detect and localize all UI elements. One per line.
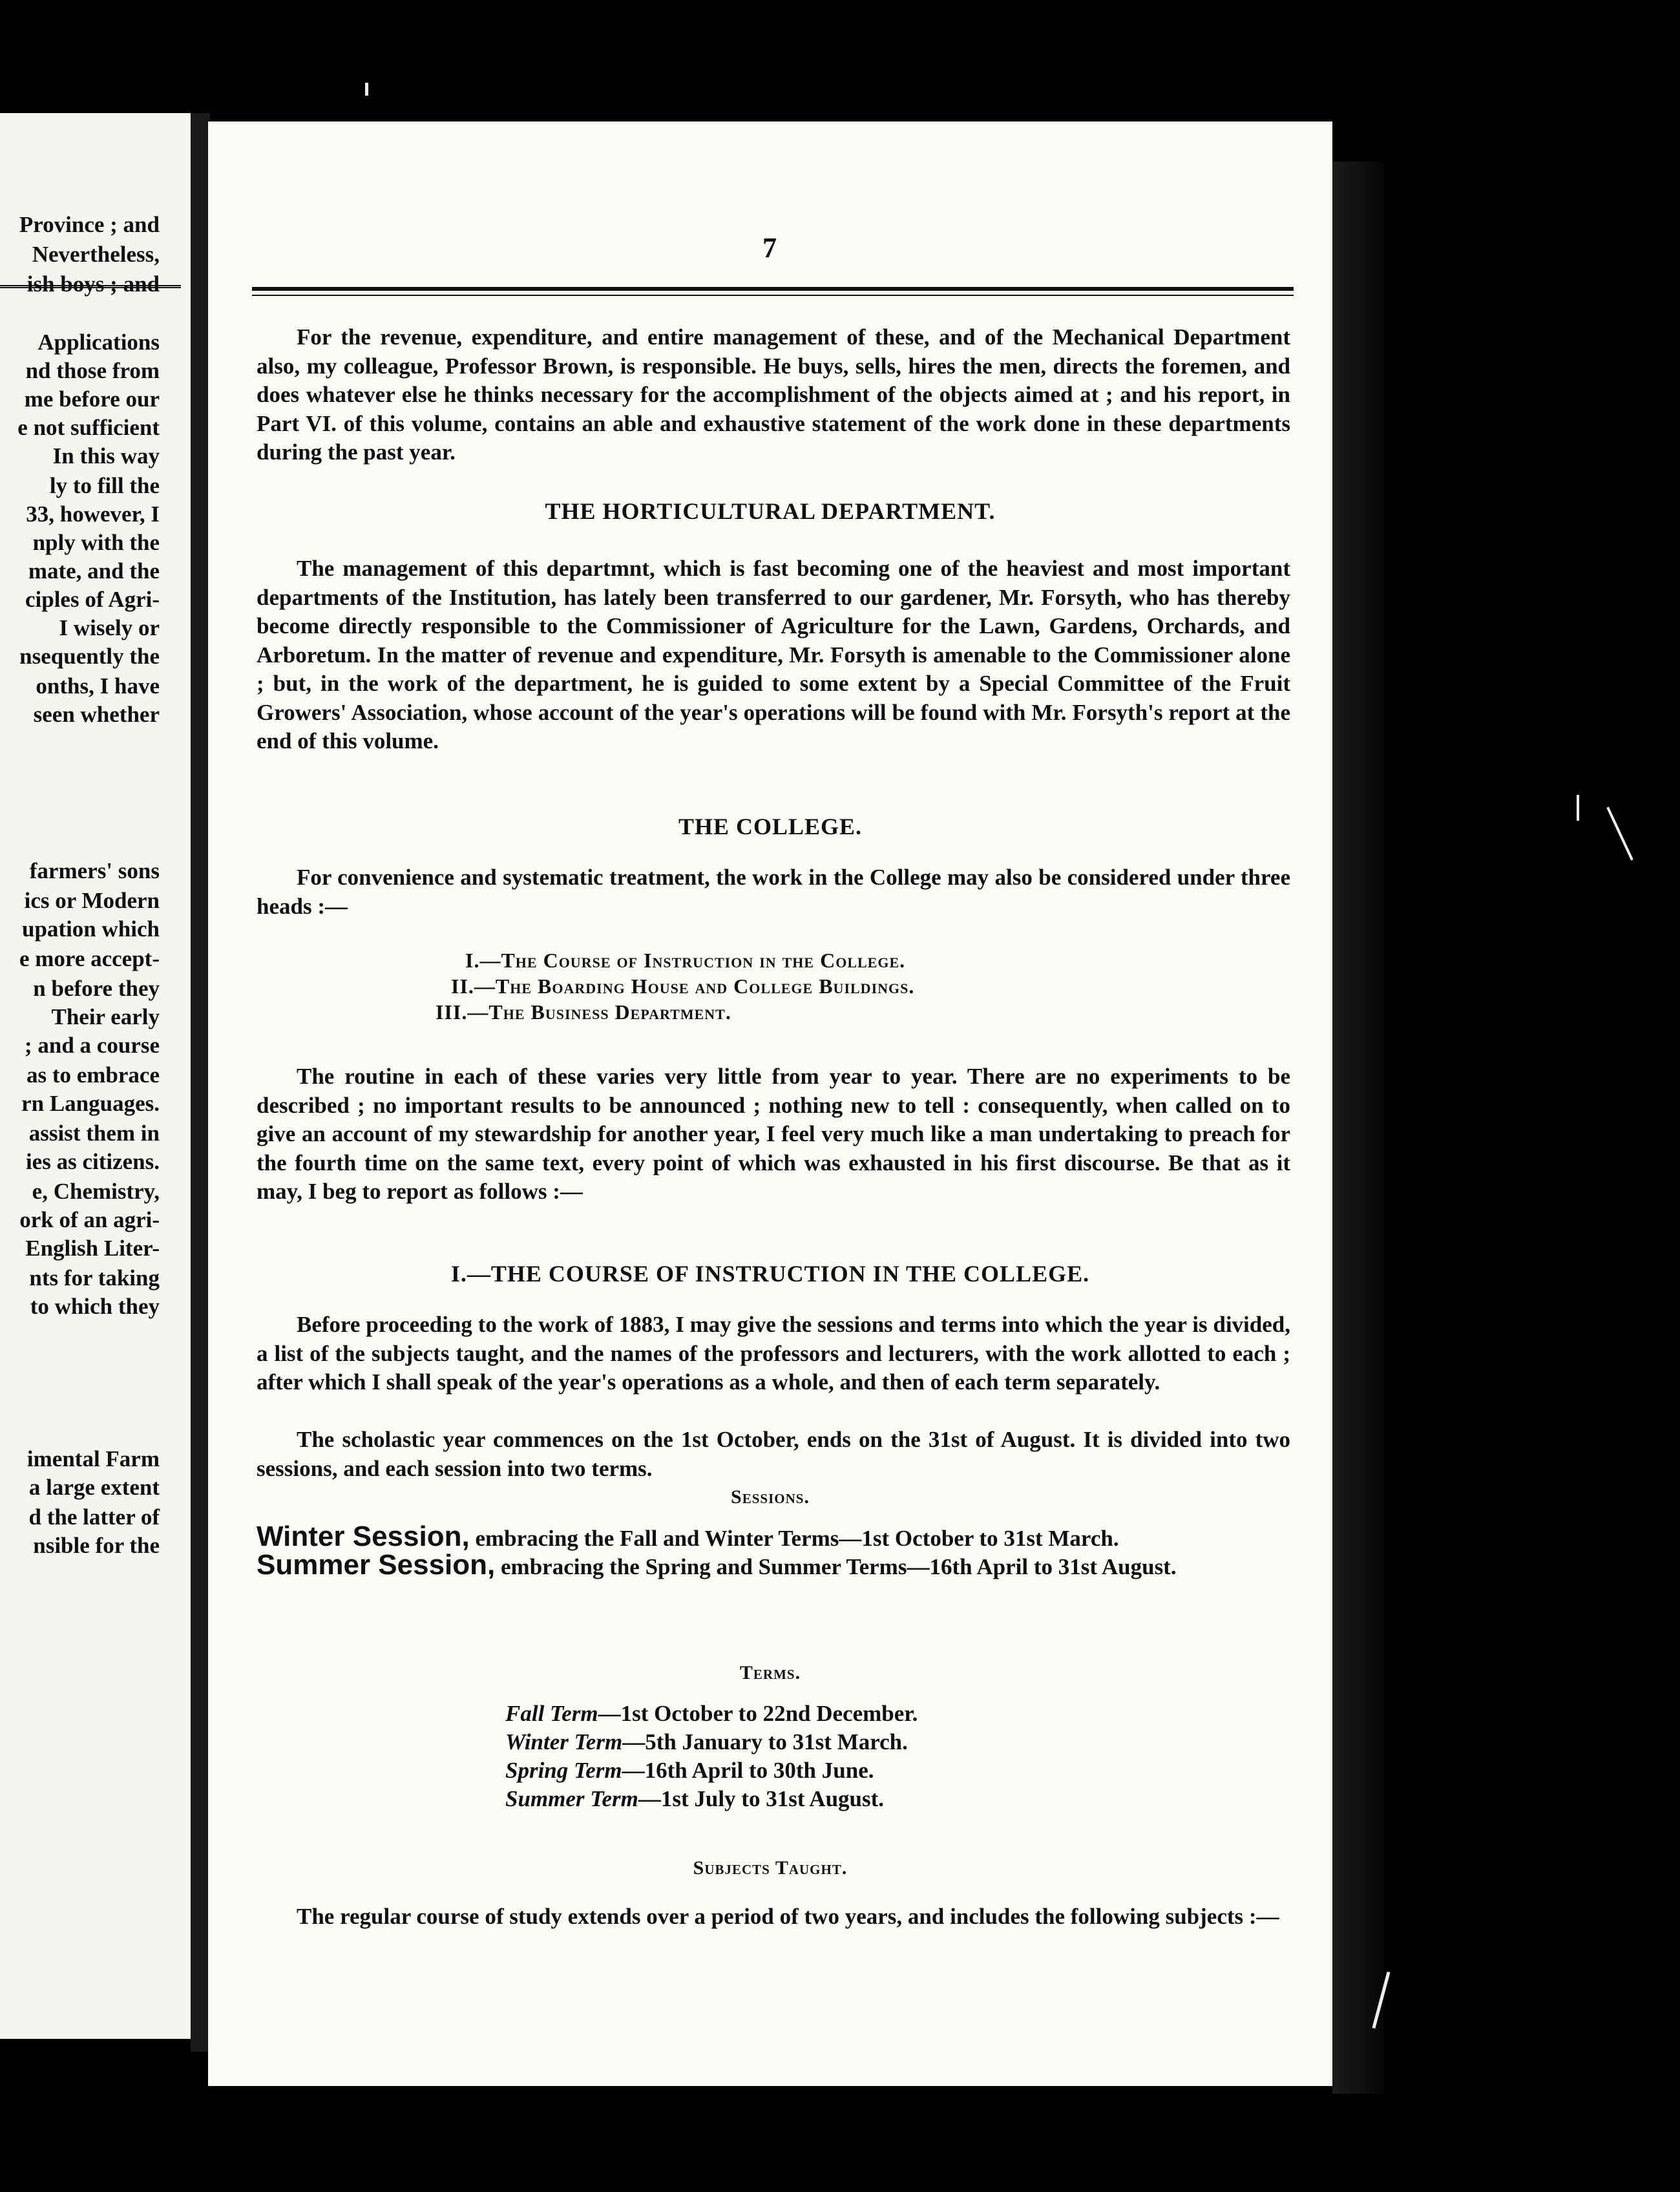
header-rule-thin — [252, 295, 1294, 296]
term-item — [505, 1728, 918, 1756]
left-page-line: farmers' sons — [29, 858, 160, 883]
term-dates: —1st October to 22nd December. — [598, 1701, 918, 1726]
scan-artifact — [1577, 795, 1579, 821]
terms-heading: Terms. — [739, 1662, 801, 1683]
left-page-line: Their early — [51, 1004, 160, 1029]
routine-paragraph: The routine in each of these varies very little from year to year. There are no experiments to be described ; no important results to be announced ; nothing new to tell : consequently, when called on to give an account of my stewardship for another year, I feel very much like a man undertaking to preach for the fourth time on the same text, every point of which was exhausted in his first discourse. Be that as it may, I beg to report as follows :— — [257, 1064, 1290, 1204]
left-page-line: 33, however, I — [26, 501, 160, 527]
left-page-line: nply with the — [32, 530, 160, 555]
term-dates: —1st July to 31st August. — [638, 1786, 885, 1811]
intro-paragraph: For the revenue, expenditure, and entire management of these, and of the Mechanical Department also, my colleague, Professor Brown, is responsible. He buys, sells, hires the men, directs the foremen, and does whatever else he thinks necessary for the accomplishment of the objects aimed at ; and his report, in Part VI. of this volume, contains an able and exhaustive statement of the work done in these departments during the past year. — [257, 324, 1290, 465]
course-paragraph-2: The scholastic year commences on the 1st October, ends on the 31st of August. It is divided into two sessions, and each session into two terms. — [257, 1427, 1290, 1481]
course-heading: I.—THE COURSE OF INSTRUCTION IN THE COLLEGE. — [450, 1261, 1090, 1287]
terms-list — [505, 1700, 918, 1813]
left-page-line: mate, and the — [28, 558, 160, 584]
left-page-line: In this way — [52, 443, 160, 469]
sessions-heading: Sessions. — [731, 1486, 810, 1508]
left-page-line: Nevertheless, — [32, 242, 160, 267]
college-intro-paragraph: For convenience and systematic treatment, the work in the College may also be considered under three heads :— — [257, 865, 1290, 919]
left-facing-page — [0, 113, 191, 2039]
term-name: Spring Term — [505, 1758, 622, 1783]
page-stack-edge — [1332, 162, 1384, 2094]
left-page-line: nd those from — [25, 358, 160, 383]
left-page-line: rn Languages. — [21, 1091, 160, 1116]
left-page-line: me before our — [24, 386, 160, 412]
left-page-line: onths, I have — [36, 673, 160, 699]
left-page-line: I wisely or — [59, 615, 160, 640]
left-page-line: ics or Modern — [24, 888, 160, 913]
left-page-line: ciples of Agri- — [25, 587, 160, 612]
left-page-line: ; and a course — [24, 1033, 160, 1058]
term-dates: —16th April to 30th June. — [622, 1758, 874, 1783]
scan-artifact — [1606, 806, 1633, 860]
winter-session-text: embracing the Fall and Winter Terms—1st October to 31st March. — [469, 1526, 1119, 1551]
left-page-line: assist them in — [28, 1121, 160, 1146]
left-page-line: e more accept- — [19, 946, 160, 971]
term-name: Fall Term — [505, 1701, 598, 1726]
winter-session-line — [257, 1523, 1290, 1553]
left-page-line: d the latter of — [28, 1504, 160, 1530]
left-page-line: Province ; and — [19, 212, 160, 237]
college-heading: THE COLLEGE. — [678, 814, 863, 839]
subjects-heading: Subjects Taught. — [693, 1857, 848, 1879]
left-page-line: ish boys ; and — [26, 271, 160, 297]
left-page-line: ly to fill the — [49, 473, 160, 498]
left-page-line: to which they — [30, 1294, 160, 1319]
left-page-line: nsequently the — [19, 644, 160, 669]
page-number: 7 — [762, 232, 777, 264]
term-name: Winter Term — [505, 1729, 623, 1755]
term-item — [505, 1700, 918, 1728]
summer-session-line — [257, 1551, 1290, 1581]
winter-session-label: Winter Session, — [257, 1521, 470, 1552]
left-page-line: ies as citizens. — [25, 1149, 160, 1174]
left-page-line: e, Chemistry, — [32, 1179, 160, 1204]
horticultural-paragraph: The management of this departmnt, which is fast becoming one of the heaviest and most important departments of the Institution, has lately been transferred to our gardener, Mr. Forsyth, who has thereby become directly responsible to the Commissioner of Agriculture for the Lawn, Gardens, Orchards, and Arboretum. In the matter of revenue and expenditure, Mr. Forsyth is amenable to the Commissioner alone ; but, in the work of the department, he is guided to some extent by a Special Committee of the Fruit Growers' Association, whose account of the year's operations will be found with Mr. Forsyth's report at the end of this volume. — [257, 556, 1290, 754]
left-page-line: English Liter- — [25, 1236, 160, 1261]
left-page-line: ork of an agri- — [19, 1207, 160, 1232]
left-page-line: nts for taking — [29, 1265, 160, 1291]
course-paragraph-1: Before proceeding to the work of 1883, I may give the sessions and terms into which the year is divided, a list of the subjects taught, and the names of the professors and lecturers, with the work allotted to each ; after which I shall speak of the year's operations as a whole, and then of each term separately. — [257, 1312, 1290, 1395]
term-dates: —5th January to 31st March. — [622, 1729, 908, 1755]
left-page-line: e not sufficient — [17, 415, 160, 440]
left-page-line: Applications — [37, 330, 160, 355]
left-page-line: n before they — [33, 976, 160, 1001]
term-item — [505, 1785, 918, 1813]
horticultural-heading: THE HORTICULTURAL DEPARTMENT. — [545, 498, 996, 524]
scan-artifact — [365, 83, 368, 96]
document-page — [208, 121, 1332, 2086]
header-rule-thick — [252, 287, 1294, 291]
left-page-line: as to embrace — [26, 1062, 160, 1088]
left-page-line: a large extent — [28, 1475, 160, 1500]
college-head-item: II.—The Boarding House and College Buildings. — [451, 975, 915, 998]
college-head-item: I.—The Course of Instruction in the College. — [465, 949, 906, 972]
college-head-item: III.—The Business Department. — [436, 1000, 731, 1024]
term-item — [505, 1756, 918, 1785]
subjects-paragraph: The regular course of study extends over a period of two years, and includes the following subjects :— — [297, 1904, 1279, 1929]
left-page-line: imental Farm — [26, 1446, 160, 1471]
term-name: Summer Term — [505, 1786, 638, 1811]
summer-session-label: Summer Session, — [257, 1549, 496, 1581]
left-page-line: nsible for the — [33, 1533, 160, 1558]
left-page-line: upation which — [22, 916, 160, 942]
book-gutter — [191, 113, 210, 2052]
summer-session-text: embracing the Spring and Summer Terms—16th April to 31st August. — [495, 1554, 1177, 1579]
left-page-line: seen whether — [33, 702, 160, 727]
